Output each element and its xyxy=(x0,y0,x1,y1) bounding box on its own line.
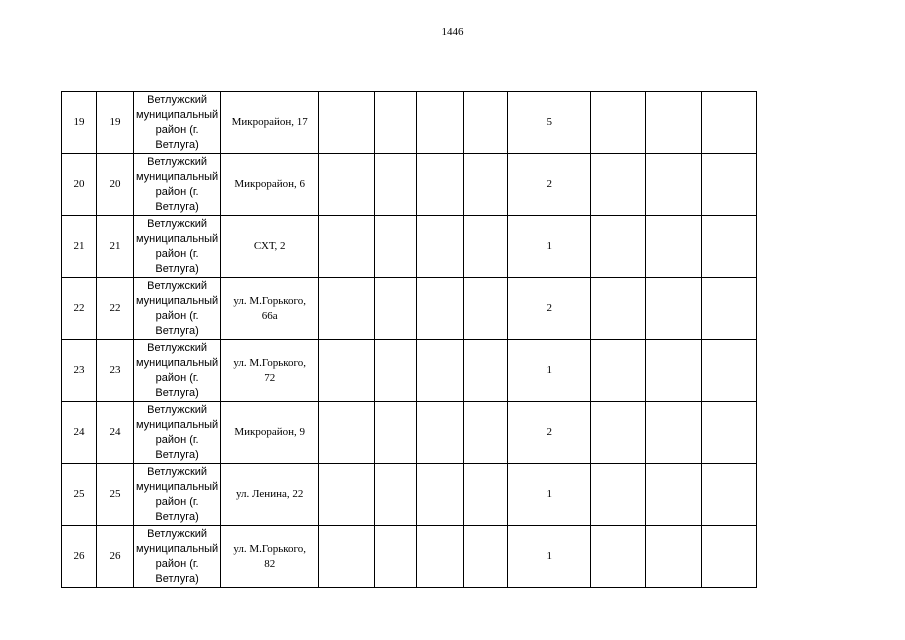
address-cell: Микрорайон, 17 xyxy=(221,92,319,154)
empty-cell xyxy=(464,340,508,402)
empty-cell xyxy=(417,464,464,526)
address-cell: ул. М.Горького, 82 xyxy=(221,526,319,588)
address-cell: ул. М.Горького, 66а xyxy=(221,278,319,340)
empty-cell xyxy=(375,402,417,464)
empty-cell xyxy=(319,402,375,464)
table-row xyxy=(62,340,757,402)
count-cell: 1 xyxy=(508,464,591,526)
empty-cell xyxy=(702,402,757,464)
count-cell: 1 xyxy=(508,216,591,278)
table-row xyxy=(62,154,757,216)
empty-cell xyxy=(646,526,702,588)
empty-cell xyxy=(375,92,417,154)
empty-cell xyxy=(375,464,417,526)
row-number-cell: 20 xyxy=(62,154,97,216)
address-cell: Микрорайон, 6 xyxy=(221,154,319,216)
empty-cell xyxy=(591,526,646,588)
table-row xyxy=(62,216,757,278)
table-row xyxy=(62,464,757,526)
empty-cell xyxy=(464,464,508,526)
empty-cell xyxy=(646,92,702,154)
address-cell: ул. М.Горького, 72 xyxy=(221,340,319,402)
address-cell: Микрорайон, 9 xyxy=(221,402,319,464)
empty-cell xyxy=(646,464,702,526)
empty-cell xyxy=(319,278,375,340)
empty-cell xyxy=(464,216,508,278)
count-cell: 5 xyxy=(508,92,591,154)
table-row xyxy=(62,402,757,464)
district-cell: Ветлужский муниципальный район (г. Ветлуга) xyxy=(134,402,221,464)
district-cell: Ветлужский муниципальный район (г. Ветлуга) xyxy=(134,154,221,216)
row-index-cell: 22 xyxy=(97,278,134,340)
empty-cell xyxy=(464,92,508,154)
table-row xyxy=(62,526,757,588)
empty-cell xyxy=(591,216,646,278)
empty-cell xyxy=(646,154,702,216)
empty-cell xyxy=(702,278,757,340)
row-index-cell: 26 xyxy=(97,526,134,588)
empty-cell xyxy=(319,464,375,526)
row-number-cell: 23 xyxy=(62,340,97,402)
empty-cell xyxy=(375,154,417,216)
empty-cell xyxy=(417,526,464,588)
count-cell: 1 xyxy=(508,526,591,588)
empty-cell xyxy=(464,526,508,588)
row-number-cell: 21 xyxy=(62,216,97,278)
empty-cell xyxy=(417,154,464,216)
count-cell: 2 xyxy=(508,278,591,340)
data-table xyxy=(61,91,757,588)
empty-cell xyxy=(702,526,757,588)
empty-cell xyxy=(702,216,757,278)
count-cell: 2 xyxy=(508,154,591,216)
row-number-cell: 22 xyxy=(62,278,97,340)
empty-cell xyxy=(591,154,646,216)
page-number: 1446 xyxy=(441,26,464,38)
empty-cell xyxy=(702,154,757,216)
empty-cell xyxy=(591,278,646,340)
empty-cell xyxy=(319,526,375,588)
empty-cell xyxy=(375,278,417,340)
row-index-cell: 24 xyxy=(97,402,134,464)
row-number-cell: 19 xyxy=(62,92,97,154)
empty-cell xyxy=(417,92,464,154)
empty-cell xyxy=(375,340,417,402)
table-body xyxy=(62,92,757,588)
count-cell: 2 xyxy=(508,402,591,464)
empty-cell xyxy=(417,340,464,402)
empty-cell xyxy=(464,154,508,216)
row-index-cell: 21 xyxy=(97,216,134,278)
empty-cell xyxy=(646,340,702,402)
empty-cell xyxy=(319,92,375,154)
empty-cell xyxy=(591,92,646,154)
empty-cell xyxy=(417,278,464,340)
count-cell: 1 xyxy=(508,340,591,402)
empty-cell xyxy=(464,402,508,464)
empty-cell xyxy=(591,340,646,402)
district-cell: Ветлужский муниципальный район (г. Ветлуга) xyxy=(134,340,221,402)
row-index-cell: 20 xyxy=(97,154,134,216)
empty-cell xyxy=(417,402,464,464)
district-cell: Ветлужский муниципальный район (г. Ветлуга) xyxy=(134,464,221,526)
empty-cell xyxy=(375,216,417,278)
empty-cell xyxy=(319,216,375,278)
table-row xyxy=(62,92,757,154)
row-index-cell: 19 xyxy=(97,92,134,154)
district-cell: Ветлужский муниципальный район (г. Ветлуга) xyxy=(134,216,221,278)
empty-cell xyxy=(319,154,375,216)
district-cell: Ветлужский муниципальный район (г. Ветлуга) xyxy=(134,278,221,340)
empty-cell xyxy=(702,340,757,402)
empty-cell xyxy=(702,464,757,526)
empty-cell xyxy=(591,464,646,526)
empty-cell xyxy=(417,216,464,278)
empty-cell xyxy=(702,92,757,154)
district-cell: Ветлужский муниципальный район (г. Ветлуга) xyxy=(134,92,221,154)
table-row xyxy=(62,278,757,340)
address-cell: ул. Ленина, 22 xyxy=(221,464,319,526)
empty-cell xyxy=(646,278,702,340)
empty-cell xyxy=(375,526,417,588)
row-index-cell: 25 xyxy=(97,464,134,526)
empty-cell xyxy=(464,278,508,340)
row-number-cell: 24 xyxy=(62,402,97,464)
address-cell: СХТ, 2 xyxy=(221,216,319,278)
empty-cell xyxy=(646,402,702,464)
row-index-cell: 23 xyxy=(97,340,134,402)
row-number-cell: 26 xyxy=(62,526,97,588)
empty-cell xyxy=(646,216,702,278)
empty-cell xyxy=(591,402,646,464)
empty-cell xyxy=(319,340,375,402)
row-number-cell: 25 xyxy=(62,464,97,526)
district-cell: Ветлужский муниципальный район (г. Ветлуга) xyxy=(134,526,221,588)
